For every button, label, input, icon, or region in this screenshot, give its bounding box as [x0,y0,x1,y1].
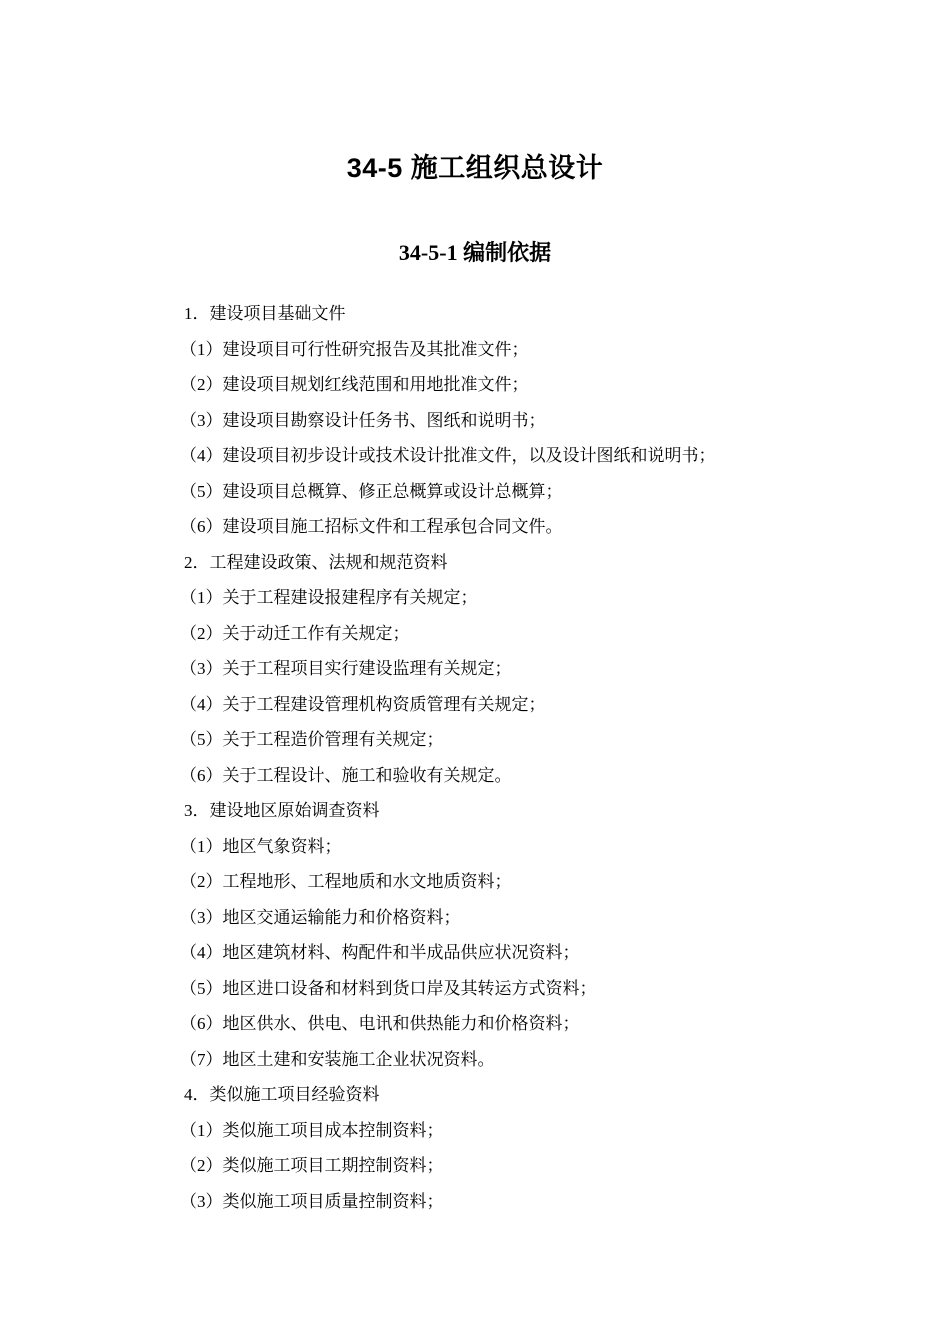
list-item: （6）建设项目施工招标文件和工程承包合同文件。 [180,517,563,536]
document-title: 34-5 施工组织总设计 [346,153,604,183]
list-item: （2）关于动迁工作有关规定； [180,623,410,643]
list-item: （5）关于工程造价管理有关规定； [180,730,444,749]
list-item: （6）地区供水、供电、电讯和供热能力和价格资料； [180,1014,580,1033]
list-item: （1）关于工程建设报建程序有关规定； [180,588,478,607]
list-item: （2）建设项目规划红线范围和用地批准文件； [180,375,529,394]
list-item: （2）工程地形、工程地质和水文地质资料； [180,872,512,891]
list-item: （1）建设项目可行性研究报告及其批准文件； [180,339,529,359]
list-item: （1）地区气象资料； [180,836,342,856]
list-item: （5）建设项目总概算、修正总概算或设计总概算； [180,481,563,501]
list-item: （5）地区进口设备和材料到货口岸及其转运方式资料； [180,978,597,998]
section-title: 34-5-1 编制依据 [398,240,552,265]
list-item: （3）地区交通运输能力和价格资料； [180,907,461,927]
list-item: （4）地区建筑材料、构配件和半成品供应状况资料； [180,943,580,962]
list-item: （7）地区土建和安装施工企业状况资料。 [180,1049,495,1069]
section-heading: 4．类似施工项目经验资料 [184,1085,380,1104]
list-item: （3）关于工程项目实行建设监理有关规定； [180,659,512,678]
document-body [180,296,824,1219]
section-heading: 2．工程建设政策、法规和规范资料 [184,552,448,572]
list-item: （3）类似施工项目质量控制资料； [180,1191,444,1211]
list-item: （2）类似施工项目工期控制资料； [180,1156,444,1175]
list-item: （3）建设项目勘察设计任务书、图纸和说明书； [180,410,546,430]
list-item: （4）建设项目初步设计或技术设计批准文件，以及设计图纸和说明书； [180,446,716,465]
list-item: （4）关于工程建设管理机构资质管理有关规定； [180,694,546,714]
list-item: （6）关于工程设计、施工和验收有关规定。 [180,765,512,785]
section-heading: 1．建设项目基础文件 [184,304,346,323]
section-heading: 3．建设地区原始调查资料 [184,801,380,820]
list-item: （1）类似施工项目成本控制资料； [180,1120,444,1140]
